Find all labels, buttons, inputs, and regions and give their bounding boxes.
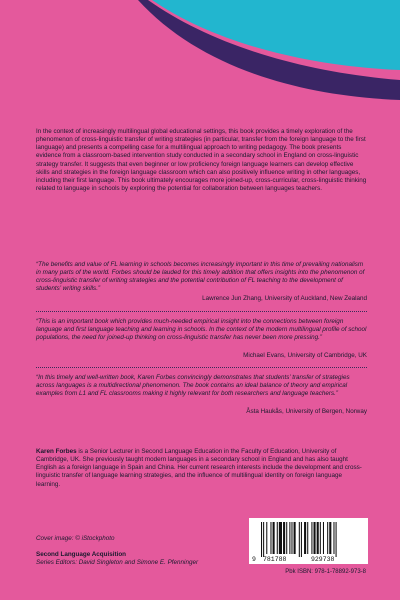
barcode-bars <box>261 522 337 557</box>
barcode-bar <box>336 522 337 557</box>
barcode <box>249 518 368 564</box>
barcode-bar <box>323 522 324 554</box>
barcode-bar <box>270 522 271 554</box>
barcode-bar <box>291 522 292 554</box>
barcode-bar <box>329 522 331 554</box>
endorsement-attribution-2: Michael Evans, University of Cambridge, UK <box>243 352 367 359</box>
series-title: Second Language Acquisition <box>36 551 127 558</box>
cover-decoration <box>0 0 400 120</box>
barcode-digits-left: 781788 <box>263 556 287 563</box>
series-editors: Series Editors: David Singleton and Simone E. Pfenninger <box>36 559 199 567</box>
author-bio <box>36 448 367 489</box>
barcode-bar <box>286 522 287 554</box>
endorsement-attribution-3: Åsta Haukås, University of Bergen, Norway <box>246 408 367 415</box>
barcode-bar <box>266 522 267 554</box>
barcode-bar <box>320 522 321 554</box>
cover-image-credit: Cover image: © iStockphoto <box>36 535 115 542</box>
barcode-bar <box>279 522 282 554</box>
barcode-bar <box>283 522 285 554</box>
barcode-bar <box>311 522 312 554</box>
barcode-bar <box>294 522 296 554</box>
barcode-bar <box>263 522 264 557</box>
endorsement-attribution-1: Lawrence Jun Zhang, University of Auckland, New Zealand <box>202 295 367 302</box>
barcode-lead-digit: 9 <box>252 556 256 563</box>
endorsement-quote-3: “In this timely and well-written book, Karen Forbes convincingly demonstrates that students’ transfer of strategies across languages is a multidirectional phenomenon. The book contains an ideal balance of theory and empirical examples from L1 and FL classrooms making it highly relevant for both researchers and language teachers.” <box>36 374 350 398</box>
barcode-bar <box>277 522 278 554</box>
endorsement-quote-1: “The benefits and value of FL learning in schools becomes increasingly important in this time of prevailing nationalism in many parts of the world. Forbes should be lauded for this timely addition that offers insights into the phenomenon of cross-linguistic transfer of writing strategies and the potential contribution of FL teaching to the development of students’ writing skills.” <box>36 261 365 293</box>
book-description: In the context of increasingly multilingual global educational settings, this book provides a timely exploration of the phenomenon of cross-linguistic transfer of writing strategies (in particular, transfer from the foreign language to the first language) and presents a compelling case for a multilingual approach to writing pedagogy. The book presents evidence from a classroom-based intervention study conducted in a secondary school in England on cross-linguistic strategy transfer. It suggests that even beginner or low proficiency foreign language learners can develop effective skills and strategies in the foreign language classroom which can also positively influence writing in other languages, including their first language. This book ultimately encourages more joined-up, cross-curricular, cross-linguistic thinking related to language in schools by exploring the potential for collaboration between languages teachers. <box>36 128 367 193</box>
divider <box>36 311 367 312</box>
barcode-digits-right: 929738 <box>311 556 335 563</box>
barcode-bar <box>317 522 319 554</box>
endorsement-quote-2: “This is an important book which provides much-needed empirical insight into the connections between foreign language and first language teaching and learning in schools. In the context of the modern multilingual profile of school populations, the need for joined-up thinking on cross-linguistic transfer has never been more pressing.” <box>36 318 367 342</box>
author-bio-text: is a Senior Lecturer in Second Language Education in the Faculty of Education, University of Cambridge, UK. She previously taught modern languages in a secondary school in England and has also taught English as a foreign language in Spain and China. Her current research interests include the development and cross-linguistic transfer of language learning strategies, and the influence of multilingual identity on foreign language learning. <box>36 448 362 488</box>
author-name: Karen Forbes <box>36 448 77 455</box>
barcode-bar <box>314 522 316 554</box>
series-info <box>36 551 198 567</box>
barcode-bar <box>327 522 328 554</box>
barcode-bar <box>273 522 275 554</box>
divider <box>36 367 367 368</box>
barcode-bar <box>333 522 334 554</box>
barcode-bar <box>301 522 302 557</box>
isbn: Pbk ISBN: 978-1-78892-973-8 <box>285 569 366 575</box>
barcode-bar <box>289 522 290 554</box>
barcode-bar <box>261 522 262 557</box>
barcode-bar <box>304 522 306 554</box>
barcode-bar <box>299 522 300 557</box>
barcode-bar <box>307 522 308 554</box>
